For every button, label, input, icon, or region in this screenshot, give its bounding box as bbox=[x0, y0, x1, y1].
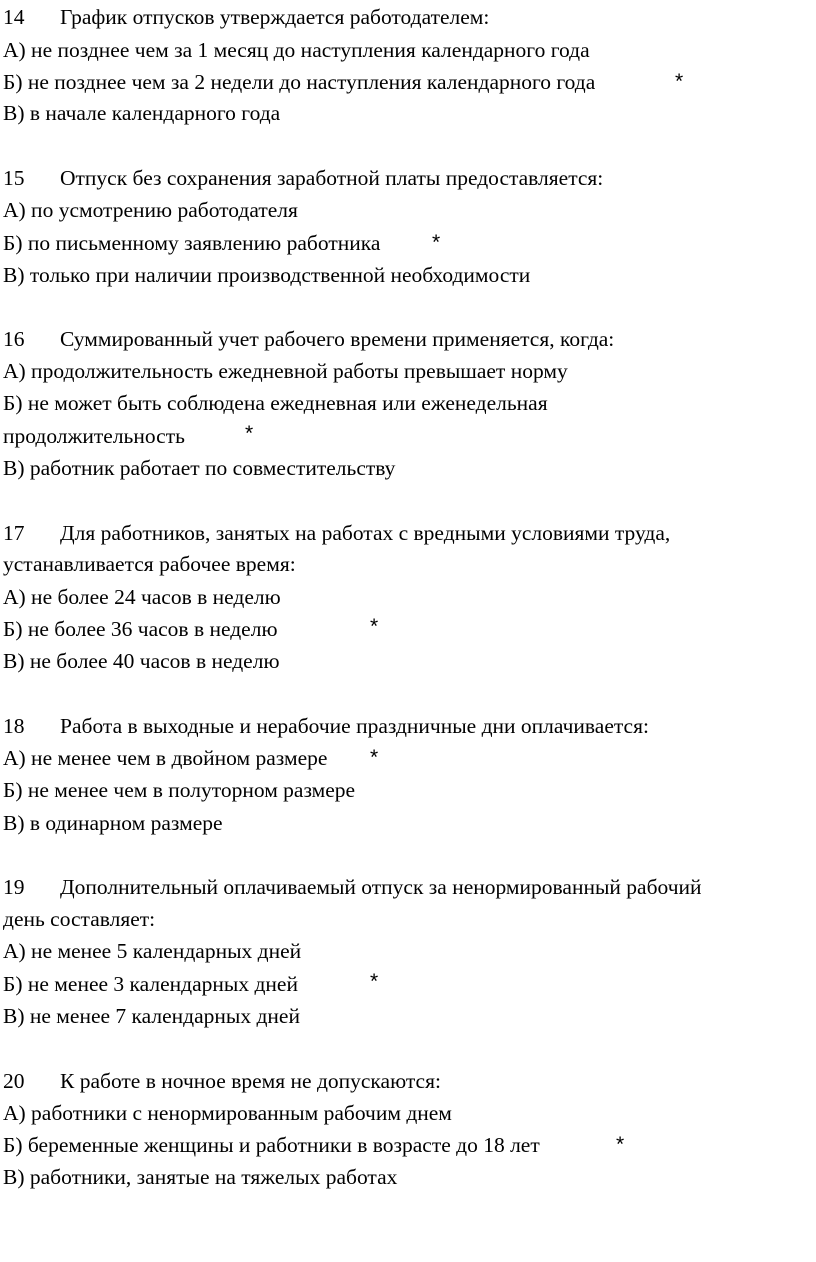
question-number: 20 bbox=[3, 1069, 25, 1093]
question-text: Отпуск без сохранения заработной платы предоставляется: bbox=[60, 166, 604, 190]
option-c: В) не более 40 часов в неделю bbox=[3, 649, 280, 673]
option-b: Б) по письменному заявлению работника bbox=[3, 231, 381, 255]
question-number: 19 bbox=[3, 875, 25, 899]
correct-answer-mark: * bbox=[370, 746, 379, 769]
option-b: Б) не позднее чем за 2 недели до наступления календарного года bbox=[3, 70, 596, 94]
question-text: Для работников, занятых на работах с вредными условиями труда, bbox=[60, 521, 671, 545]
option-c: В) в начале календарного года bbox=[3, 101, 281, 125]
option-b: Б) не может быть соблюдена ежедневная или еженедельная bbox=[3, 391, 548, 415]
question-text: График отпусков утверждается работодателем: bbox=[60, 5, 490, 29]
question-number: 16 bbox=[3, 327, 25, 351]
option-a: А) не позднее чем за 1 месяц до наступления календарного года bbox=[3, 38, 590, 62]
option-a: А) не более 24 часов в неделю bbox=[3, 585, 281, 609]
question-text-continued: день составляет: bbox=[3, 907, 156, 931]
option-b: Б) не менее чем в полуторном размере bbox=[3, 778, 356, 802]
question-number: 18 bbox=[3, 714, 25, 738]
question-heading bbox=[3, 165, 603, 191]
option-a: А) не менее 5 календарных дней bbox=[3, 939, 302, 963]
correct-answer-mark: * bbox=[616, 1133, 625, 1156]
option-c: В) работники, занятые на тяжелых работах bbox=[3, 1165, 398, 1189]
option-a: А) работники с ненормированным рабочим днем bbox=[3, 1101, 452, 1125]
option-c: В) только при наличии производственной необходимости bbox=[3, 263, 531, 287]
correct-answer-mark: * bbox=[675, 70, 684, 93]
question-text: Дополнительный оплачиваемый отпуск за ненормированный рабочий bbox=[60, 875, 702, 899]
question-text: Работа в выходные и нерабочие праздничные дни оплачивается: bbox=[60, 714, 649, 738]
correct-answer-mark: * bbox=[370, 970, 379, 993]
question-heading bbox=[3, 1068, 441, 1094]
option-a: А) по усмотрению работодателя bbox=[3, 198, 298, 222]
correct-answer-mark: * bbox=[432, 231, 441, 254]
question-text: К работе в ночное время не допускаются: bbox=[60, 1069, 441, 1093]
question-heading bbox=[3, 874, 702, 900]
option-a: А) продолжительность ежедневной работы превышает норму bbox=[3, 359, 568, 383]
question-text: Суммированный учет рабочего времени применяется, когда: bbox=[60, 327, 615, 351]
option-b: Б) не более 36 часов в неделю bbox=[3, 617, 278, 641]
option-a: А) не менее чем в двойном размере bbox=[3, 746, 328, 770]
option-c: В) работник работает по совместительству bbox=[3, 456, 396, 480]
question-number: 17 bbox=[3, 521, 25, 545]
question-heading bbox=[3, 4, 489, 30]
option-b: Б) беременные женщины и работники в возрасте до 18 лет bbox=[3, 1133, 540, 1157]
question-number: 15 bbox=[3, 166, 25, 190]
correct-answer-mark: * bbox=[370, 615, 379, 638]
question-heading bbox=[3, 326, 614, 352]
correct-answer-mark: * bbox=[245, 422, 254, 445]
question-heading bbox=[3, 713, 649, 739]
question-heading bbox=[3, 520, 670, 546]
option-c: В) в одинарном размере bbox=[3, 811, 223, 835]
option-c: В) не менее 7 календарных дней bbox=[3, 1004, 300, 1028]
option-b-continued: продолжительность bbox=[3, 424, 185, 448]
option-b: Б) не менее 3 календарных дней bbox=[3, 972, 298, 996]
question-number: 14 bbox=[3, 5, 25, 29]
question-text-continued: устанавливается рабочее время: bbox=[3, 552, 296, 576]
